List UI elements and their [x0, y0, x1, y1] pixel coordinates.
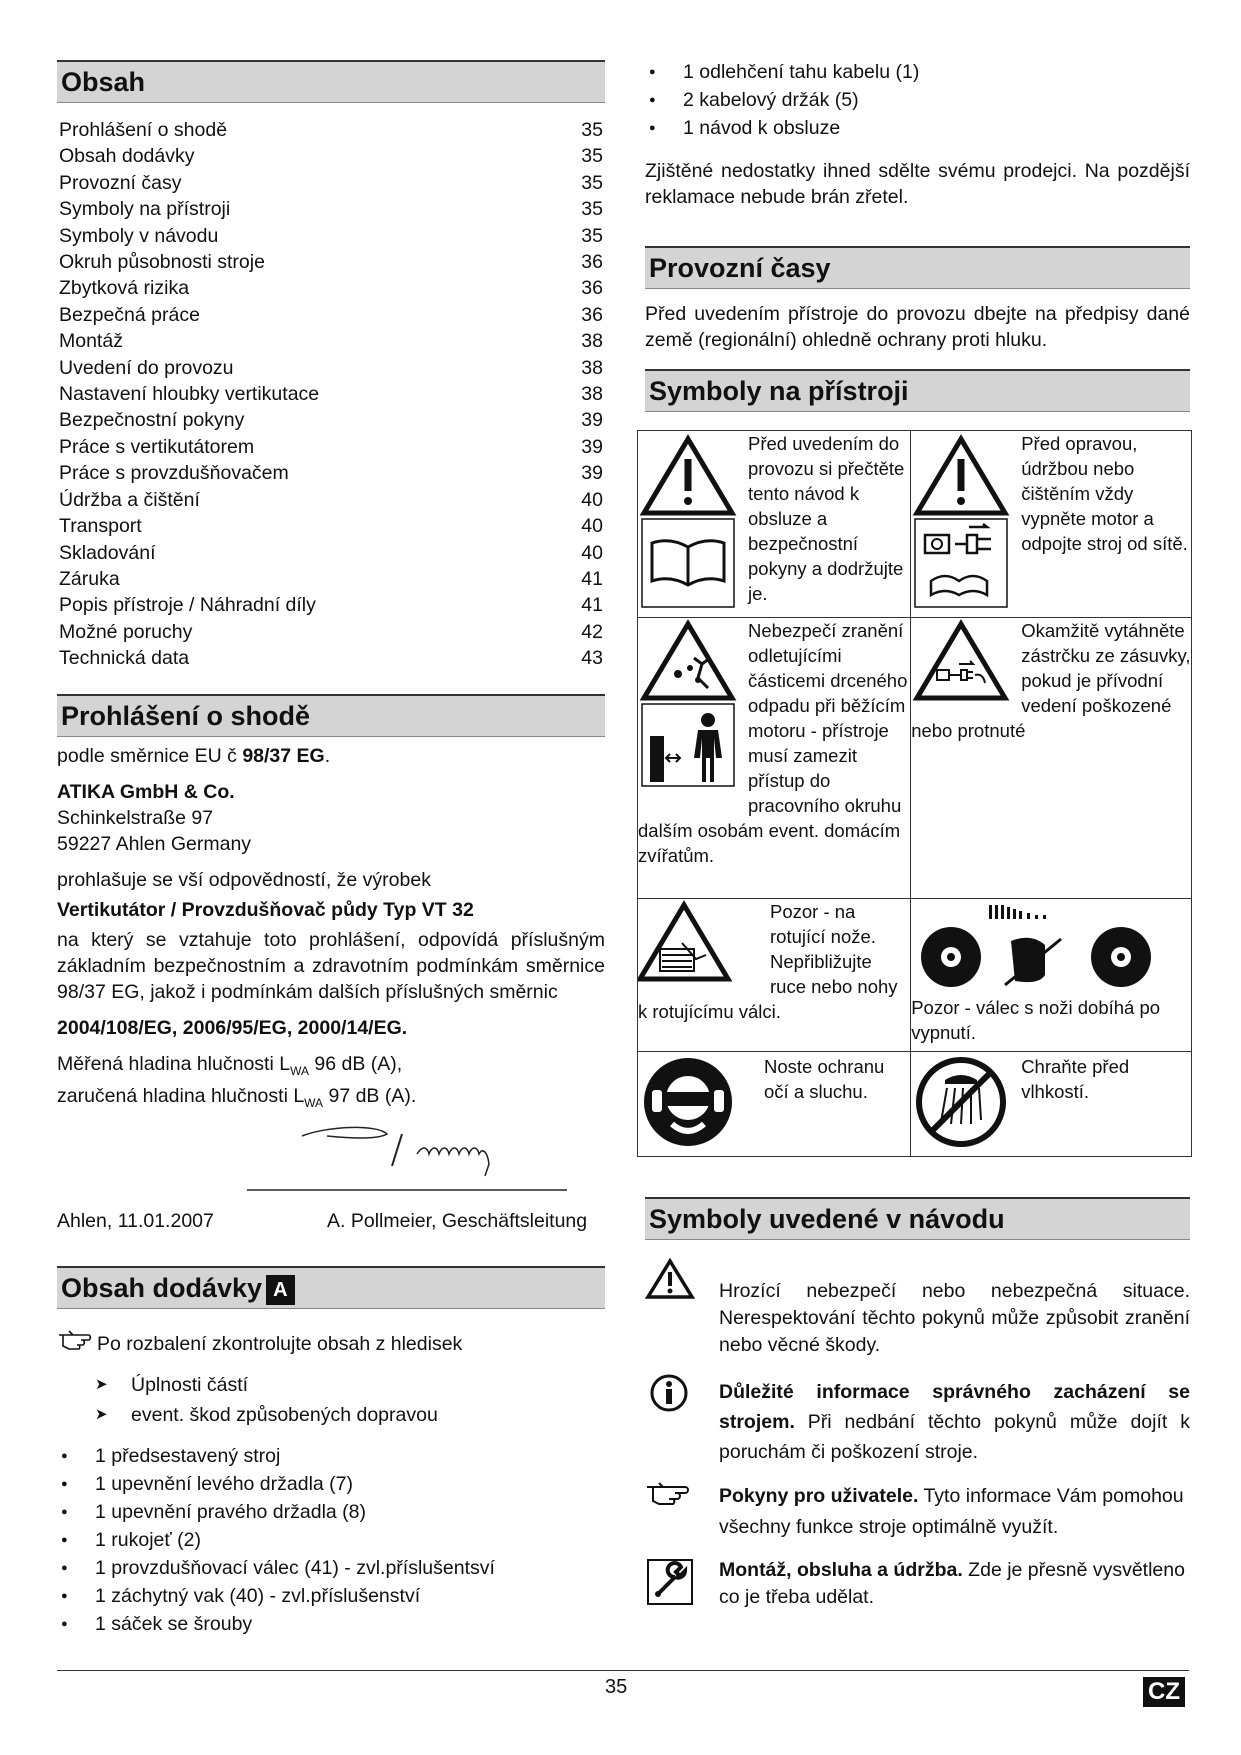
toc-entry-label: Údržba a čištění: [59, 488, 200, 511]
signatory: A. Pollmeier, Geschäftsleitung: [327, 1210, 588, 1233]
toc-entry-page: 42: [581, 620, 603, 643]
toc-entry-label: Prohlášení o shodě: [59, 119, 228, 141]
list-item: ● 2 kabelový držák (5): [645, 86, 1190, 114]
legend-info: [645, 1373, 1190, 1467]
declares-line: prohlašuje se vší odpovědností, že výrobek: [57, 868, 431, 891]
symbol-text: Před opravou, údržbou nebo čištěním vždy vypněte motor a odpojte stroj od sítě.: [1021, 433, 1188, 554]
toc-entry[interactable]: [57, 302, 605, 328]
toc-entry-page: 36: [581, 277, 603, 300]
right-column: [638, 58, 1191, 1626]
symbol-cell: [911, 1052, 1192, 1157]
flying-debris-keep-away-icon: [638, 618, 742, 794]
toc-heading: Obsah: [57, 60, 605, 103]
toc-entry[interactable]: [57, 434, 605, 460]
toc-entry-page: 38: [581, 383, 603, 406]
toc-entry[interactable]: [57, 460, 605, 486]
unplug-before-service-icon: [911, 431, 1015, 617]
company-street: Schinkelstraße 97: [57, 806, 214, 829]
delivery-checks: [57, 1370, 605, 1430]
toc-entry[interactable]: [57, 566, 605, 592]
toc-entry[interactable]: [57, 223, 605, 249]
toc-entry[interactable]: [57, 381, 605, 407]
warning-triangle-icon: [638, 431, 742, 617]
toc-entry-page: 35: [581, 171, 603, 194]
delivery-heading: [57, 1266, 605, 1309]
measured-value: 96 dB (A),: [308, 1052, 403, 1075]
toc-entry-label: Uvedení do provozu: [59, 356, 234, 379]
symbol-text: Chraňte před vlhkostí.: [1021, 1056, 1130, 1102]
directive-line: [57, 743, 605, 769]
page-number: 35: [605, 1676, 628, 1698]
toc-entry[interactable]: [57, 513, 605, 539]
footer-rule: [57, 1670, 1189, 1671]
toc-entry[interactable]: [57, 407, 605, 433]
manual-symbols-heading: Symboly uvedené v návodu: [645, 1197, 1190, 1240]
operating-text: Před uvedením přístroje do provozu dbejte na předpisy dané země (regionální) ohledně ochrany proti hluku.: [645, 303, 1190, 351]
legend-danger-text: Hrozící nebezpečí nebo nebezpečná situace. Nerespektování těchto pokynů může způsobit zranění nebo věcné škody.: [719, 1280, 1190, 1356]
legend-mount: [645, 1557, 1190, 1612]
measured-prefix: Měřená hladina hlučnosti L: [57, 1052, 291, 1075]
symbol-text: Okamžitě vytáhněte zástrčku ze zásuvky, pokud je přívodní vedení poškozené nebo protnuté: [911, 620, 1191, 741]
toc-entry-label: Provozní časy: [59, 171, 182, 194]
legend-user-bold: Pokyny pro uživatele.: [719, 1485, 919, 1507]
place-date: Ahlen, 11.01.2007: [57, 1210, 214, 1233]
directive-prefix: podle směrnice EU č: [57, 744, 243, 767]
toc-entry-label: Práce s provzdušňovačem: [59, 462, 289, 485]
left-column: [57, 60, 605, 1638]
delivery-items-continued: [645, 58, 1190, 142]
toc-entry-label: Transport: [59, 515, 142, 538]
toc-entry-page: 35: [581, 198, 603, 221]
blade-run-on-icon: [911, 899, 1191, 995]
symbol-text: Před uvedením do provozu si přečtěte tento návod k obsluze a bezpečnostní pokyny a dodržujte je.: [748, 433, 905, 604]
toc-entry-page: 38: [581, 356, 603, 379]
list-item: ● 1 upevnění pravého držadla (8): [57, 1498, 605, 1526]
toc-entry-label: Obsah dodávky: [59, 145, 195, 168]
list-item: ● 1 upevnění levého držadla (7): [57, 1470, 605, 1498]
toc-list: [57, 117, 605, 672]
toc-entry[interactable]: [57, 592, 605, 618]
list-item: ● 1 provzdušňovací válec (41) - zvl.příslušentsví: [57, 1554, 605, 1582]
symbol-text: Nebezpečí zranění odletujícími částicemi drceného odpadu při běžícím motoru - přístroje musí zamezit přístup do pracovního okruhu dalším osobám event. domácím zvířatům.: [638, 620, 908, 866]
symbol-cell: [638, 618, 911, 899]
toc-entry[interactable]: [57, 117, 605, 143]
toc-entry[interactable]: [57, 170, 605, 196]
toc-entry-page: 35: [581, 119, 603, 141]
directive-suffix: .: [324, 744, 331, 767]
toc-entry-page: 39: [581, 409, 603, 432]
directive-number: 98/37 EG: [242, 744, 325, 767]
toc-entry[interactable]: [57, 645, 605, 671]
language-badge: CZ: [1143, 1677, 1185, 1707]
list-item: ● 1 návod k obsluze: [645, 114, 1190, 142]
wrench-icon: [645, 1557, 719, 1612]
company-city: 59227 Ahlen Germany: [57, 832, 252, 855]
symbol-cell: [911, 618, 1192, 899]
toc-entry-label: Práce s vertikutátorem: [59, 435, 255, 458]
guaranteed-prefix: zaručená hladina hlučnosti L: [57, 1085, 305, 1108]
toc-entry-page: 41: [581, 567, 603, 590]
toc-entry-label: Technická data: [59, 647, 190, 670]
toc-entry-label: Okruh působnosti stroje: [59, 251, 265, 274]
legend-danger: [645, 1258, 1190, 1359]
toc-entry[interactable]: [57, 275, 605, 301]
list-item: ● 1 sáček se šrouby: [57, 1610, 605, 1638]
toc-entry-label: Montáž: [59, 330, 123, 353]
legend-mount-bold: Montáž, obsluha a údržba.: [719, 1559, 963, 1581]
rotating-blades-icon: [638, 899, 764, 995]
eye-ear-protection-icon: [638, 1054, 758, 1156]
measured-sub: WA: [290, 1063, 309, 1078]
toc-entry-label: Zbytková rizika: [59, 277, 190, 300]
toc-entry[interactable]: [57, 487, 605, 513]
guaranteed-sub: WA: [304, 1096, 324, 1111]
manual-symbols-list: [645, 1258, 1190, 1612]
figure-badge: A: [266, 1275, 294, 1305]
legend-info-text: [719, 1373, 1190, 1467]
symbol-cell: [638, 899, 911, 1052]
toc-entry[interactable]: [57, 143, 605, 169]
declaration-heading: Prohlášení o shodě: [57, 694, 605, 737]
toc-entry-label: Popis přístroje / Náhradní díly: [59, 594, 316, 617]
legend-info-rest: Při nedbání těchto pokynů může dojít k poruchám či poškození stroje.: [719, 1411, 1190, 1463]
toc-entry-label: Možné poruchy: [59, 620, 193, 643]
legend-info-bold: Důležité informace správného zacházení se strojem.: [719, 1381, 1190, 1433]
pointing-hand-icon: [645, 1481, 719, 1543]
info-icon: [645, 1373, 719, 1467]
toc-entry-page: 40: [581, 515, 603, 538]
list-item: ● 1 rukojeť (2): [57, 1526, 605, 1554]
symbol-cell: [911, 431, 1192, 618]
delivery-intro: [57, 1329, 605, 1358]
signature-line: [57, 1208, 605, 1234]
toc-entry-page: 36: [581, 251, 603, 274]
delivery-title: Obsah dodávky: [61, 1273, 263, 1304]
toc-entry-label: Bezpečnostní pokyny: [59, 409, 245, 432]
legend-mount-text: [719, 1557, 1190, 1612]
list-item: ● 1 odlehčení tahu kabelu (1): [645, 58, 1190, 86]
declaration-body: na který se vztahuje toto prohlášení, odpovídá příslušným základním bezpečnostním a zdravotním podmínkám směrnice 98/37 EG, jakož i podmínkám dalších příslušných směrnic: [57, 928, 605, 1003]
symbol-cell: [638, 1052, 911, 1157]
toc-entry-page: 39: [581, 462, 603, 485]
toc-entry-page: 38: [581, 330, 603, 353]
protect-from-moisture-icon: [911, 1054, 1015, 1156]
signature-area: [57, 1116, 605, 1206]
delivery-intro-text: Po rozbalení zkontrolujte obsah z hledisek: [97, 1332, 463, 1355]
list-item: ● 1 předsestavený stroj: [57, 1442, 605, 1470]
list-item: ● 1 záchytný vak (40) - zvl.příslušenství: [57, 1582, 605, 1610]
pointing-hand-icon: [57, 1329, 97, 1358]
guaranteed-noise: [57, 1083, 605, 1116]
check-item: ➤ Úplnosti částí: [57, 1370, 605, 1400]
toc-entry-page: 36: [581, 303, 603, 326]
toc-entry-page: 43: [581, 647, 603, 670]
legend-mount-rest: Zde je přesně vysvětleno co je třeba udělat.: [719, 1559, 1185, 1608]
warning-icon: [645, 1258, 719, 1359]
toc-entry-label: Záruka: [59, 567, 120, 590]
toc-entry-page: 40: [581, 541, 603, 564]
signature-image: [57, 1116, 605, 1206]
toc-entry-page: 41: [581, 594, 603, 617]
legend-user: [645, 1481, 1190, 1543]
symbol-text: Noste ochranu očí a sluchu.: [764, 1056, 885, 1102]
device-symbols-heading: Symboly na přístroji: [645, 369, 1190, 412]
product-name: Vertikutátor / Provzdušňovač půdy Typ VT 32: [57, 898, 474, 921]
guaranteed-value: 97 dB (A).: [323, 1085, 417, 1108]
measured-noise: [57, 1051, 605, 1084]
operating-heading: Provozní časy: [645, 246, 1190, 289]
toc-entry[interactable]: [57, 328, 605, 354]
toc-entry[interactable]: [57, 540, 605, 566]
toc-entry-label: Symboly na přístroji: [59, 198, 231, 221]
device-symbols-table: [637, 430, 1192, 1157]
toc-entry[interactable]: [57, 249, 605, 275]
toc-entry-label: Symboly v návodu: [59, 224, 219, 247]
symbol-text: Pozor - na rotující nože. Nepřibližujte ruce nebo nohy k rotujícímu válci.: [638, 901, 898, 1022]
toc-entry-label: Nastavení hloubky vertikutace: [59, 383, 320, 406]
delivery-note: Zjištěné nedostatky ihned sdělte svému prodejci. Na pozdější reklamace nebude brán zřetel.: [645, 160, 1190, 208]
symbol-cell: [638, 431, 911, 618]
company-name: ATIKA GmbH & Co.: [57, 780, 235, 803]
symbol-cell: [911, 899, 1192, 1052]
toc-entry[interactable]: [57, 619, 605, 645]
toc-entry-label: Skladování: [59, 541, 156, 564]
toc-entry-label: Bezpečná práce: [59, 303, 200, 326]
toc-entry-page: 39: [581, 435, 603, 458]
unplug-damaged-cable-icon: [911, 618, 1015, 714]
toc-entry[interactable]: [57, 196, 605, 222]
toc-entry-page: 35: [581, 145, 603, 168]
toc-entry[interactable]: [57, 355, 605, 381]
toc-entry-page: 35: [581, 224, 603, 247]
legend-user-text: [719, 1481, 1190, 1543]
symbol-text: Pozor - válec s noži dobíhá po vypnutí.: [911, 997, 1161, 1043]
delivery-items: [57, 1442, 605, 1638]
legend-user-rest: Tyto informace Vám pomohou všechny funkce stroje optimálně využít.: [719, 1485, 1184, 1538]
other-directives: 2004/108/EG, 2006/95/EG, 2000/14/EG.: [57, 1016, 408, 1039]
toc-entry-page: 40: [581, 488, 603, 511]
check-item: ➤ event. škod způsobených dopravou: [57, 1400, 605, 1430]
